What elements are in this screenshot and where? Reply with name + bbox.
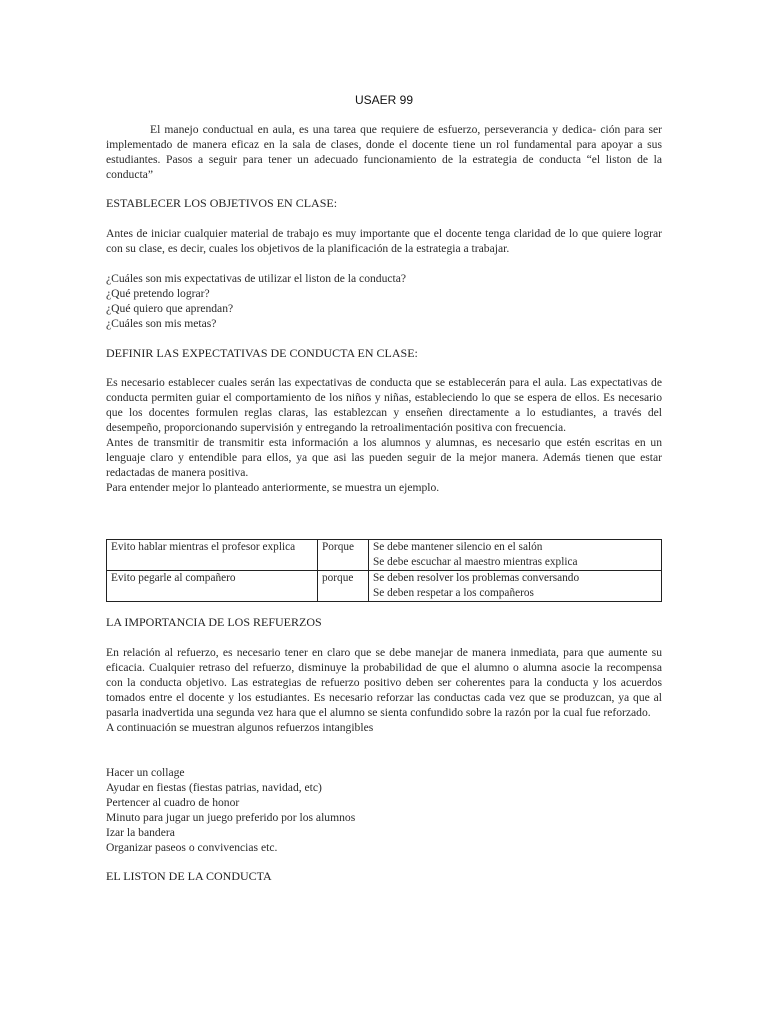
question-item: ¿Cuáles son mis metas? xyxy=(106,317,217,330)
refuerzos-paragraph-1: En relación al refuerzo, es necesario tener en claro que se debe manejar de manera inmediata, para que aumente su eficacia. Cualquier retraso del refuerzo, disminuye la probabilidad de que el alumno o alumna asocie la recompensa con la conducta objetivo. Las estrategias de refuerzo positivo deben ser coherentes para la conducta y los acuerdos tomados entre el docente y los estudiantes. Es necesario reforzar las conductas cada vez que se produzcan, ya que al pasarla inadvertida una segunda vez hara que el alumno se sienta confundido sobre la razón por la cual fue reforzado. xyxy=(106,646,662,719)
question-item: ¿Cuáles son mis expectativas de utilizar el liston de la conducta? xyxy=(106,272,407,285)
expectativas-paragraph-3: Para entender mejor lo planteado anteriormente, se muestra un ejemplo. xyxy=(106,481,440,494)
expectativas-paragraph-2: Antes de transmitir de transmitir esta información a los alumnos y alumnas, es necesario que estén escritas en un lenguaje claro y entendible para ellos, ya que asi las pueden seguir de la mejor manera. Además tienen que estar redactadas de manera positiva. xyxy=(106,436,662,479)
questions-list xyxy=(106,271,662,331)
intro-paragraph: El manejo conductual en aula, es una tarea que requiere de esfuerzo, perseverancia y dedica- ción para ser implementado de manera eficaz en la sala de clases, donde el docente tiene un rol fundamental para apoyar a sus estudiantes. Pasos a seguir para tener un adecuado funcionamiento de la estrategia de conducta “el liston de la conducta” xyxy=(106,123,662,181)
refuerzos-paragraph-2: A continuación se muestran algunos refuerzos intangibles xyxy=(106,721,374,734)
document-title: USAER 99 xyxy=(354,93,414,107)
razon-line: Se debe mantener silencio en el salón xyxy=(373,541,543,553)
refuerzos-text xyxy=(106,645,662,735)
table-cell-conducta: Evito pegarle al compañero xyxy=(107,571,318,602)
list-item: Ayudar en fiestas (fiestas patrias, navidad, etc) xyxy=(106,781,322,794)
refuerzos-list xyxy=(106,765,662,855)
expectativas-paragraph-1: Es necesario establecer cuales serán las expectativas de conducta que se establecerán para el aula. Las expectativas de conducta permiten guiar el comportamiento de los niños y niñas, estableciendo lo que se espera de ellos. Es necesario que los docentes formulen reglas claras, las establezcan y enseñen directamente a lo estudiantes, a través del desempeño, proporcionando supervisión y entregando la retroalimentación positiva con frecuencia. xyxy=(106,376,662,434)
table-cell-porque: porque xyxy=(318,571,369,602)
section-heading-expectativas: DEFINIR LAS EXPECTATIVAS DE CONDUCTA EN CLASE: xyxy=(106,346,418,360)
section-heading-refuerzos: LA IMPORTANCIA DE LOS REFUERZOS xyxy=(106,615,322,629)
table-row xyxy=(107,571,662,602)
table-cell-porque: Porque xyxy=(318,540,369,571)
list-item: Organizar paseos o convivencias etc. xyxy=(106,841,278,854)
section-heading-liston: EL LISTON DE LA CONDUCTA xyxy=(106,869,272,883)
list-item: Minuto para jugar un juego preferido por los alumnos xyxy=(106,811,356,824)
razon-line: Se debe escuchar al maestro mientras explica xyxy=(373,556,578,568)
question-item: ¿Qué quiero que aprendan? xyxy=(106,302,234,315)
table-cell-razon xyxy=(369,540,662,571)
question-item: ¿Qué pretendo lograr? xyxy=(106,287,210,300)
razon-line: Se deben respetar a los compañeros xyxy=(373,587,534,599)
expectativas-text xyxy=(106,375,662,495)
table-cell-conducta: Evito hablar mientras el profesor explica xyxy=(107,540,318,571)
table-row xyxy=(107,540,662,571)
table-cell-razon xyxy=(369,571,662,602)
list-item: Izar la bandera xyxy=(106,826,175,839)
list-item: Pertencer al cuadro de honor xyxy=(106,796,240,809)
list-item: Hacer un collage xyxy=(106,766,185,779)
section-heading-objetivos: ESTABLECER LOS OBJETIVOS EN CLASE: xyxy=(106,196,338,210)
razon-line: Se deben resolver los problemas conversando xyxy=(373,572,580,584)
objetivos-paragraph: Antes de iniciar cualquier material de trabajo es muy importante que el docente tenga claridad de lo que quiere lograr con su clase, es decir, cuales los objetivos de la planificación de la estrategia a trabajar. xyxy=(106,227,662,255)
example-table xyxy=(106,539,662,602)
